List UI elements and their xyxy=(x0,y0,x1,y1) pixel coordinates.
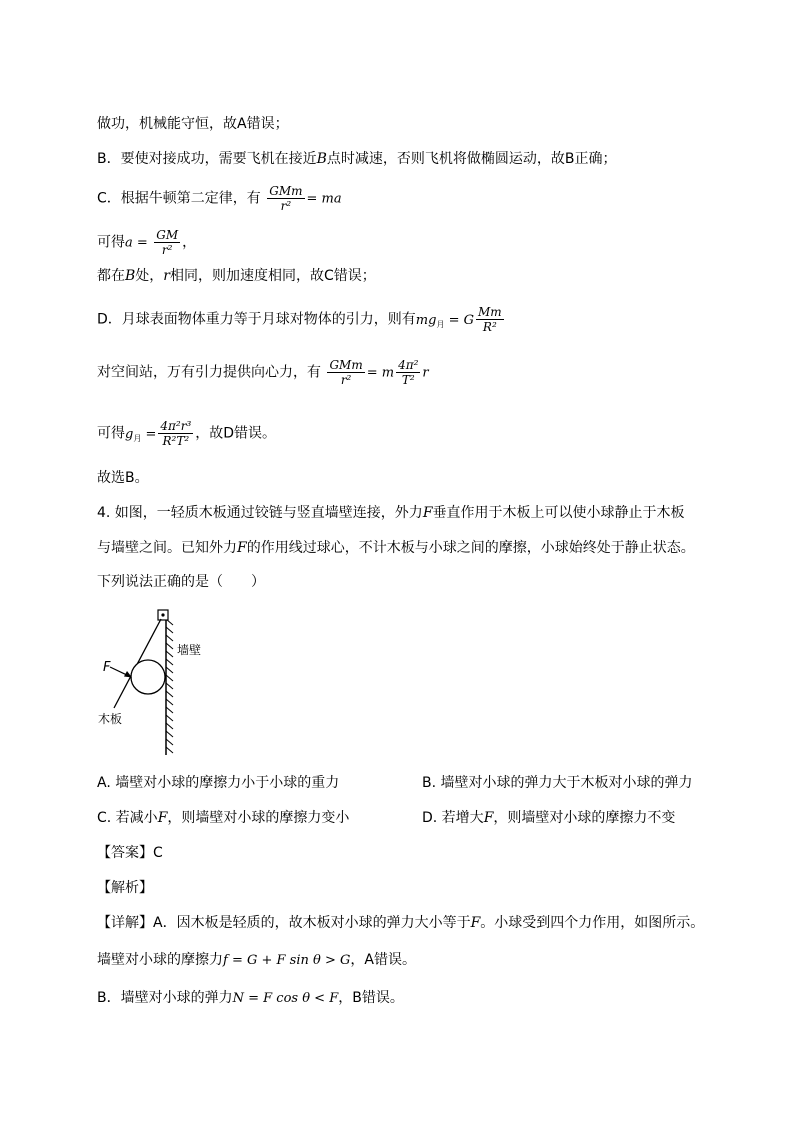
force-label: F xyxy=(103,660,111,675)
wall-label: 墙壁 xyxy=(177,643,202,657)
question-text: 4. 如图，一轻质木板通过铰链与竖直墙壁连接，外力 xyxy=(97,505,423,521)
equation-term: = m xyxy=(366,365,395,381)
ball xyxy=(131,660,165,694)
force-variable: F xyxy=(422,505,433,521)
text-line xyxy=(97,184,342,213)
text-line xyxy=(97,228,196,257)
detail-text: 【详解】A．因木板是轻质的，故木板对小球的弹力大小等于 xyxy=(97,915,471,931)
denominator: r² xyxy=(340,373,352,387)
text-line xyxy=(97,468,149,488)
answer-line xyxy=(97,843,163,863)
math-term: = xyxy=(145,426,157,442)
option-text: B. 墙壁对小球的弹力大于木板对小球的弹力 xyxy=(422,775,693,791)
detail-line xyxy=(97,913,704,933)
line-text: 对空间站，万有引力提供向心力，有 xyxy=(97,364,321,381)
force-variable: F xyxy=(237,540,247,556)
question-line xyxy=(97,538,695,558)
board-label: 木板 xyxy=(98,712,123,726)
option-text: C. 若减小 xyxy=(97,810,158,826)
math-term: g xyxy=(125,426,134,442)
denominator: r² xyxy=(280,199,292,213)
detail-text: 墙壁对小球的摩擦力 xyxy=(97,952,223,968)
fraction xyxy=(158,419,193,448)
detail-text: 。小球受到四个力作用，如图所示。 xyxy=(480,915,705,931)
line-text: 可得 xyxy=(97,425,125,442)
elastic-line xyxy=(97,988,404,1009)
line-text: 做功，机械能守恒，故A错误； xyxy=(97,116,289,132)
line-text: 故选B。 xyxy=(97,470,149,486)
friction-equation: f = G + F sin θ > G xyxy=(223,953,351,968)
force-variable: F xyxy=(157,810,168,826)
math-term: = G xyxy=(448,312,474,328)
subscript: 月 xyxy=(133,433,142,443)
equation-lhs xyxy=(416,313,474,328)
question-line xyxy=(97,572,265,592)
elastic-equation: N = F cos θ < F xyxy=(232,991,339,1006)
numerator: 4π² xyxy=(398,358,419,372)
point-variable: B xyxy=(316,151,327,167)
question-text: 的作用线过球心，不计木板与小球之间的摩擦，小球始终处于静止状态。 xyxy=(246,540,695,556)
force-variable: F xyxy=(470,915,481,931)
denominator: R² xyxy=(482,320,497,334)
numerator: GMm xyxy=(269,184,303,198)
question-line xyxy=(97,503,685,523)
equation-rhs: = ma xyxy=(306,191,342,207)
option-c xyxy=(97,808,349,828)
numerator: GM xyxy=(156,228,179,242)
option-text: A. 墙壁对小球的摩擦力小于小球的重力 xyxy=(97,775,340,791)
text-line xyxy=(97,358,429,387)
question-text: 与墙壁之间。已知外力 xyxy=(97,540,237,556)
line-text: 点时减速，否则飞机将做椭圆运动，故B正确； xyxy=(326,151,617,167)
numerator: GMm xyxy=(329,358,363,372)
analysis-text: 【解析】 xyxy=(97,880,153,896)
line-text: 可得 xyxy=(97,234,125,251)
math-term: mg xyxy=(415,312,437,328)
line-text: B．要使对接成功，需要飞机在接近 xyxy=(97,151,317,167)
text-line xyxy=(97,149,617,169)
text-line xyxy=(97,305,506,335)
equation-lhs xyxy=(125,427,156,442)
text-line xyxy=(97,114,289,134)
question-text: 下列说法正确的是（ ） xyxy=(97,574,265,590)
analysis-title xyxy=(97,878,153,898)
equation-term: r xyxy=(422,365,429,381)
line-text: C．根据牛顿第二定律，有 xyxy=(97,190,261,207)
line-text: 相同，则加速度相同，故C错误； xyxy=(170,268,376,284)
option-b xyxy=(422,773,693,793)
line-text: 处， xyxy=(135,268,164,284)
denominator: T² xyxy=(401,373,415,387)
fraction xyxy=(476,305,504,334)
option-text: ，则墙壁对小球的摩擦力变小 xyxy=(167,810,350,826)
radius-variable: r xyxy=(163,268,170,284)
detail-text: ，A错误。 xyxy=(350,952,416,968)
line-text: 都在 xyxy=(97,268,125,284)
line-text: ， xyxy=(182,234,197,251)
option-text: D. 若增大 xyxy=(422,810,484,826)
question-text: 垂直作用于木板上可以使小球静止于木板 xyxy=(432,505,685,521)
hinge-pin xyxy=(161,613,164,616)
option-d xyxy=(422,808,675,828)
text-line xyxy=(97,266,376,286)
denominator: R²T² xyxy=(162,434,190,448)
line-text: ，故D错误。 xyxy=(195,425,277,442)
denominator: r² xyxy=(161,243,173,257)
friction-line xyxy=(97,950,416,971)
fraction xyxy=(327,358,364,387)
fraction xyxy=(396,358,420,387)
force-variable: F xyxy=(483,810,494,826)
equation-lhs: a = xyxy=(125,235,148,251)
point-variable: B xyxy=(125,268,136,284)
numerator: Mm xyxy=(478,305,502,319)
subscript: 月 xyxy=(436,319,445,329)
line-text: D．月球表面物体重力等于月球对物体的引力，则有 xyxy=(97,311,416,328)
fraction xyxy=(267,184,304,213)
detail-text: B．墙壁对小球的弹力 xyxy=(97,990,233,1006)
text-line xyxy=(97,419,276,449)
wall-hatching xyxy=(166,619,173,753)
physics-figure xyxy=(95,605,225,760)
answer-text: 【答案】C xyxy=(97,845,163,861)
detail-text: ，B错误。 xyxy=(338,990,404,1006)
option-text: ，则墙壁对小球的摩擦力不变 xyxy=(493,810,676,826)
option-a xyxy=(97,773,339,793)
fraction xyxy=(154,228,180,257)
numerator: 4π²r³ xyxy=(160,419,192,433)
